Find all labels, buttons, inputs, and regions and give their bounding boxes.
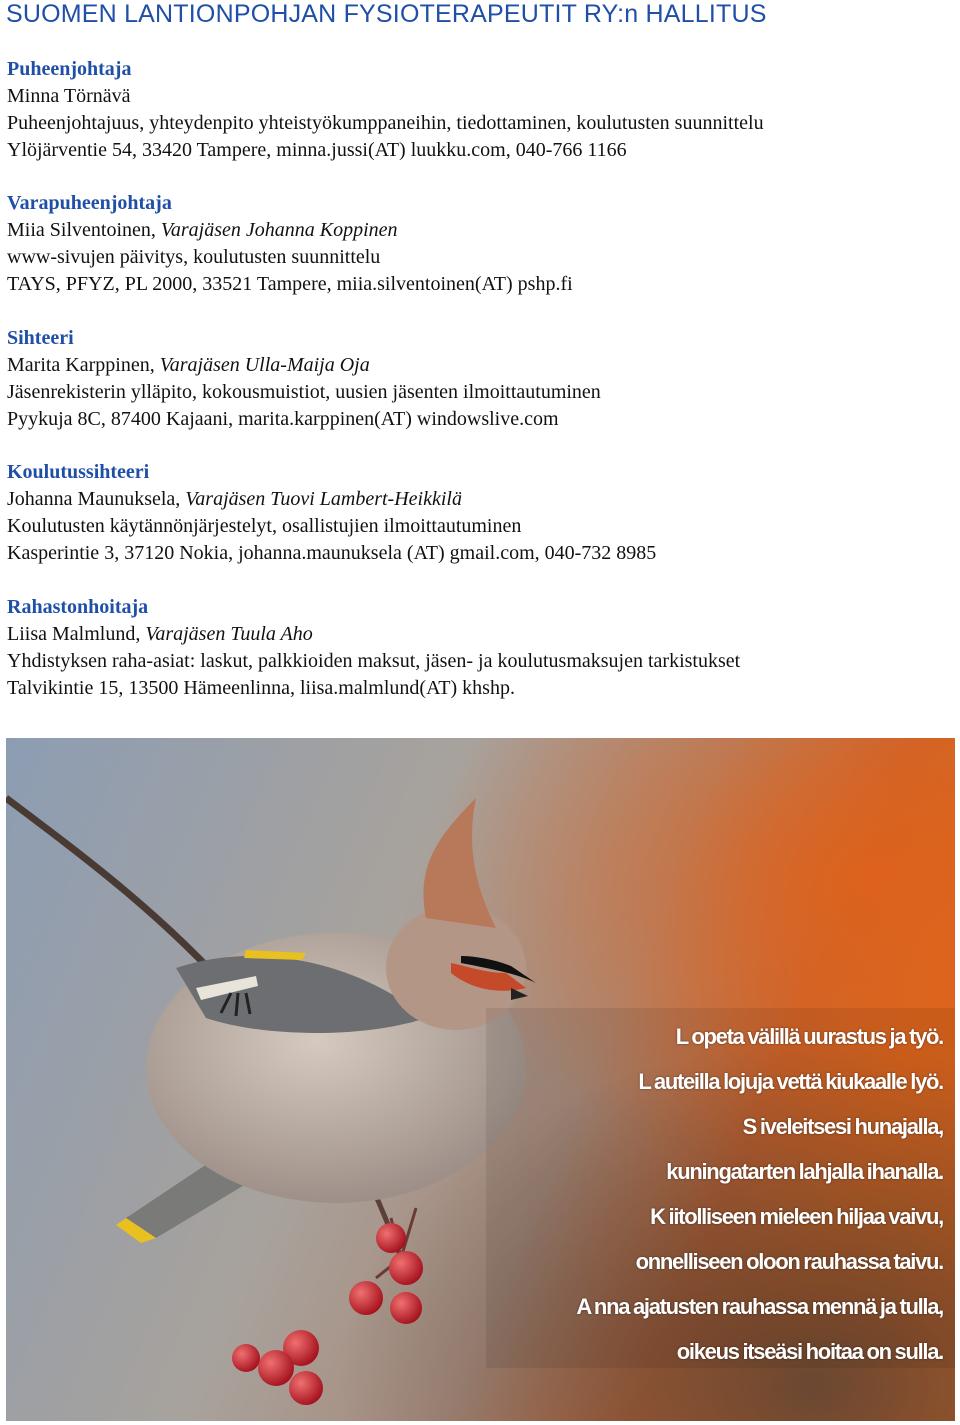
- poem-line: S iveleitsesi hunajalla,: [742, 1114, 943, 1139]
- deputy-member: Varajäsen Tuula Aho: [145, 623, 313, 645]
- member-name: Liisa Malmlund, Varajäsen Tuula Aho: [7, 623, 313, 645]
- member-duties: Jäsenrekisterin ylläpito, kokousmuistiot, uusien jäsenten ilmoittautuminen: [7, 381, 601, 403]
- member-duties: Puheenjohtajuus, yhteydenpito yhteistyökumppaneihin, tiedottaminen, koulutusten suunnittelu: [7, 112, 764, 134]
- poem-line: onnelliseen oloon rauhassa taivu.: [635, 1249, 943, 1274]
- board-member-treasurer: [7, 594, 947, 702]
- waxwing-photo: [6, 738, 955, 1421]
- deputy-member: Varajäsen Tuovi Lambert-Heikkilä: [185, 488, 462, 510]
- member-name: Minna Törnävä: [7, 85, 131, 107]
- board-member-vice-chair: [7, 190, 947, 298]
- poem-text: [576, 1024, 943, 1384]
- member-contact: TAYS, PFYZ, PL 2000, 33521 Tampere, miia.silventoinen(AT) pshp.fi: [7, 273, 573, 295]
- member-name: Johanna Maunuksela, Varajäsen Tuovi Lambert-Heikkilä: [7, 488, 462, 510]
- member-duties: Koulutusten käytännönjärjestelyt, osallistujien ilmoittautuminen: [7, 515, 522, 537]
- member-contact: Pyykuja 8C, 87400 Kajaani, marita.karppinen(AT) windowslive.com: [7, 408, 559, 430]
- poem-line: kuningatarten lahjalla ihanalla.: [666, 1159, 943, 1184]
- board-member-training-secretary: [7, 459, 947, 567]
- page-title: SUOMEN LANTIONPOHJAN FYSIOTERAPEUTIT RY:n HALLITUS: [6, 0, 767, 28]
- poem-line: A nna ajatusten rauhassa mennä ja tulla,: [576, 1294, 943, 1319]
- poem-line: oikeus itseäsi hoitaa on sulla.: [676, 1339, 943, 1364]
- member-name: Miia Silventoinen, Varajäsen Johanna Koppinen: [7, 219, 398, 241]
- board-member-chair: [7, 56, 947, 164]
- role-heading: Puheenjohtaja: [7, 58, 132, 80]
- role-heading: Sihteeri: [7, 327, 74, 349]
- board-member-secretary: [7, 325, 947, 433]
- member-duties: www-sivujen päivitys, koulutusten suunnittelu: [7, 246, 381, 268]
- deputy-member: Varajäsen Ulla-Maija Oja: [159, 354, 370, 376]
- role-heading: Varapuheenjohtaja: [7, 192, 172, 214]
- member-name: Marita Karppinen, Varajäsen Ulla-Maija Oja: [7, 354, 370, 376]
- role-heading: Koulutussihteeri: [7, 461, 150, 483]
- member-duties: Yhdistyksen raha-asiat: laskut, palkkioiden maksut, jäsen- ja koulutusmaksujen tarkistukset: [7, 650, 741, 672]
- poem-line: L opeta välillä uurastus ja työ.: [675, 1024, 943, 1049]
- member-contact: Kasperintie 3, 37120 Nokia, johanna.maunuksela (AT) gmail.com, 040-732 8985: [7, 542, 657, 564]
- member-contact: Ylöjärventie 54, 33420 Tampere, minna.jussi(AT) luukku.com, 040-766 1166: [7, 139, 627, 161]
- poem-line: L auteilla lojuja vettä kiukaalle lyö.: [638, 1069, 943, 1094]
- role-heading: Rahastonhoitaja: [7, 596, 149, 618]
- member-contact: Talvikintie 15, 13500 Hämeenlinna, liisa.malmlund(AT) khshp.: [7, 677, 515, 699]
- poem-line: K iitolliseen mieleen hiljaa vaivu,: [650, 1204, 943, 1229]
- deputy-member: Varajäsen Johanna Koppinen: [160, 219, 398, 241]
